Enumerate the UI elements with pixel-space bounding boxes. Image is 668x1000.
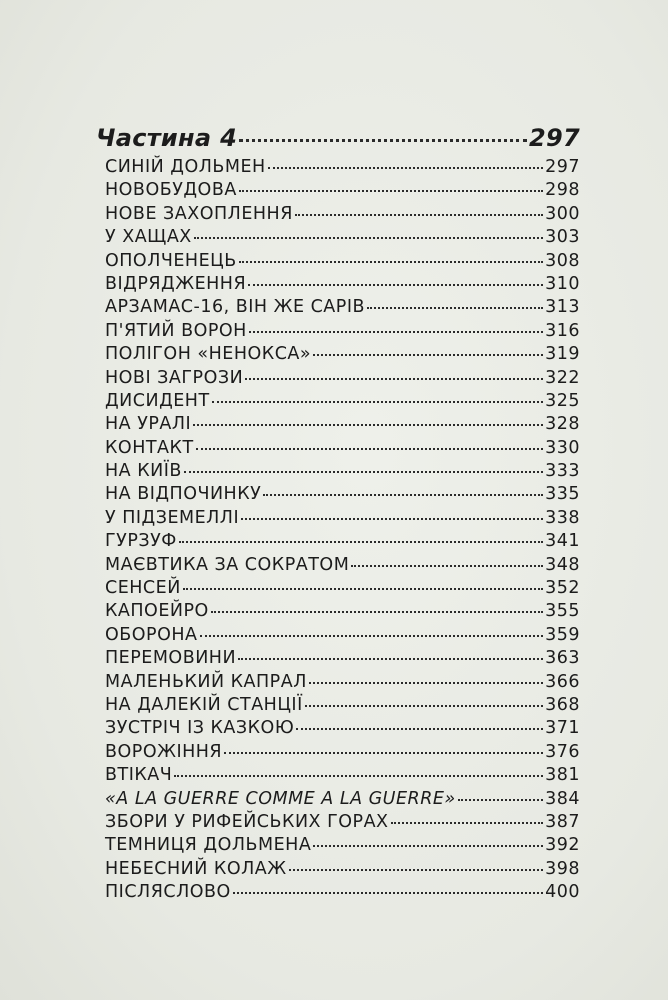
toc-entry-page-number: 310 bbox=[545, 273, 580, 294]
toc-entry-page-number: 400 bbox=[545, 882, 580, 903]
toc-entry-title: МАЄВТИКА ЗА СОКРАТОМ bbox=[105, 554, 350, 575]
toc-entry-title: НА ВІДПОЧИНКУ bbox=[105, 484, 262, 505]
toc-entry bbox=[96, 859, 580, 882]
toc-entry-title: ПОЛІГОН «НЕНОКСА» bbox=[105, 344, 312, 365]
dot-leader bbox=[183, 588, 543, 590]
toc-entry bbox=[96, 625, 580, 648]
toc-entry bbox=[96, 204, 580, 227]
toc-entry bbox=[96, 531, 580, 554]
toc-entry-title: ОБОРОНА bbox=[105, 624, 198, 645]
toc-entry bbox=[96, 508, 580, 531]
dot-leader bbox=[245, 378, 543, 380]
toc-entry-title: НА ДАЛЕКІЙ СТАНЦІЇ bbox=[105, 694, 303, 715]
toc-entry-page-number: 359 bbox=[545, 624, 580, 645]
dot-leader bbox=[239, 139, 527, 142]
toc-entry-page-number: 325 bbox=[545, 390, 580, 411]
dot-leader bbox=[305, 705, 543, 707]
toc-entry-title: НА КИЇВ bbox=[105, 461, 182, 482]
toc-entry-page-number: 371 bbox=[545, 718, 580, 739]
dot-leader bbox=[295, 214, 543, 216]
dot-leader bbox=[224, 752, 543, 754]
toc-entry-title: ЗУСТРІЧ ІЗ КАЗКОЮ bbox=[105, 718, 295, 739]
toc-entry bbox=[96, 438, 580, 461]
toc-entry-page-number: 387 bbox=[545, 811, 580, 832]
toc-entry-title: ТЕМНИЦЯ ДОЛЬМЕНА bbox=[105, 835, 312, 856]
toc-entry bbox=[96, 180, 580, 203]
toc-entry bbox=[96, 484, 580, 507]
dot-leader bbox=[391, 822, 544, 824]
toc-entry bbox=[96, 789, 580, 812]
toc-entry-title: СЕНСЕЙ bbox=[105, 578, 181, 599]
toc-entry-page-number: 368 bbox=[545, 694, 580, 715]
toc-entry bbox=[96, 882, 580, 905]
toc-entry-page-number: 335 bbox=[545, 484, 580, 505]
dot-leader bbox=[249, 331, 543, 333]
toc-entry-title: МАЛЕНЬКИЙ КАПРАЛ bbox=[105, 671, 307, 692]
toc-entry-page-number: 363 bbox=[545, 648, 580, 669]
dot-leader bbox=[196, 448, 543, 450]
toc-entry-title: АРЗАМАС-16, ВІН ЖЕ САРІВ bbox=[105, 297, 365, 318]
table-of-contents bbox=[96, 124, 580, 906]
toc-entry-title: У ХАЩАХ bbox=[105, 227, 192, 248]
toc-entry bbox=[96, 157, 580, 180]
toc-entry-title: НА УРАЛІ bbox=[105, 414, 192, 435]
toc-entry bbox=[96, 368, 580, 391]
toc-entry-page-number: 313 bbox=[545, 297, 580, 318]
dot-leader bbox=[367, 307, 543, 309]
toc-entry-page-number: 297 bbox=[545, 157, 580, 177]
toc-entry-page-number: 298 bbox=[545, 180, 580, 201]
dot-leader bbox=[263, 494, 543, 496]
toc-entry bbox=[96, 742, 580, 765]
toc-entry bbox=[96, 648, 580, 671]
toc-entry bbox=[96, 695, 580, 718]
toc-entry bbox=[96, 672, 580, 695]
toc-entry-title: ГУРЗУФ bbox=[105, 531, 177, 552]
toc-entry bbox=[96, 227, 580, 250]
toc-entry-list bbox=[96, 157, 580, 906]
dot-leader bbox=[296, 728, 543, 730]
toc-entry bbox=[96, 297, 580, 320]
dot-leader bbox=[179, 541, 543, 543]
toc-entry-title: ПЕРЕМОВИНИ bbox=[105, 648, 237, 669]
toc-entry-title: ДИСИДЕНТ bbox=[105, 390, 210, 411]
toc-entry bbox=[96, 718, 580, 741]
toc-entry-title: КОНТАКТ bbox=[105, 437, 194, 458]
dot-leader bbox=[313, 354, 543, 356]
dot-leader bbox=[184, 471, 543, 473]
toc-entry-title: ОПОЛЧЕНЕЦЬ bbox=[105, 250, 237, 271]
toc-entry-title: ВОРОЖІННЯ bbox=[105, 741, 223, 762]
toc-entry bbox=[96, 414, 580, 437]
toc-entry-title: ЗБОРИ У РИФЕЙСЬКИХ ГОРАХ bbox=[105, 811, 389, 832]
dot-leader bbox=[351, 565, 543, 567]
section-page-number: 297 bbox=[529, 124, 580, 152]
dot-leader bbox=[212, 401, 543, 403]
toc-entry bbox=[96, 344, 580, 367]
toc-entry-title: НОВІ ЗАГРОЗИ bbox=[105, 367, 244, 388]
dot-leader bbox=[200, 635, 544, 637]
toc-entry-title: СИНІЙ ДОЛЬМЕН bbox=[105, 157, 266, 177]
toc-entry-title: У ПІДЗЕМЕЛЛІ bbox=[105, 507, 240, 528]
dot-leader bbox=[309, 682, 543, 684]
dot-leader bbox=[458, 799, 543, 801]
section-heading bbox=[96, 124, 580, 157]
toc-entry bbox=[96, 835, 580, 858]
dot-leader bbox=[211, 611, 543, 613]
toc-entry-page-number: 381 bbox=[545, 765, 580, 786]
toc-entry-title: ВТІКАЧ bbox=[105, 765, 173, 786]
dot-leader bbox=[313, 845, 543, 847]
toc-entry-page-number: 366 bbox=[545, 671, 580, 692]
toc-entry-page-number: 355 bbox=[545, 601, 580, 622]
toc-entry-page-number: 300 bbox=[545, 203, 580, 224]
toc-entry-page-number: 322 bbox=[545, 367, 580, 388]
toc-entry-title: ПІСЛЯСЛОВО bbox=[105, 882, 231, 903]
toc-entry-page-number: 319 bbox=[545, 344, 580, 365]
toc-entry-page-number: 316 bbox=[545, 320, 580, 341]
toc-entry bbox=[96, 321, 580, 344]
toc-entry bbox=[96, 251, 580, 274]
toc-entry-title: ВІДРЯДЖЕННЯ bbox=[105, 273, 247, 294]
toc-entry-page-number: 352 bbox=[545, 578, 580, 599]
toc-entry bbox=[96, 391, 580, 414]
toc-entry-page-number: 341 bbox=[545, 531, 580, 552]
dot-leader bbox=[238, 658, 543, 660]
dot-leader bbox=[239, 190, 543, 192]
toc-entry bbox=[96, 461, 580, 484]
toc-entry-title: «A LA GUERRE COMME A LA GUERRE» bbox=[105, 788, 456, 809]
toc-entry bbox=[96, 812, 580, 835]
dot-leader bbox=[248, 284, 543, 286]
toc-entry-title: НОВОБУДОВА bbox=[105, 180, 237, 201]
dot-leader bbox=[241, 518, 543, 520]
toc-entry-page-number: 392 bbox=[545, 835, 580, 856]
toc-entry-page-number: 303 bbox=[545, 227, 580, 248]
toc-entry bbox=[96, 765, 580, 788]
toc-entry bbox=[96, 274, 580, 297]
toc-entry-page-number: 330 bbox=[545, 437, 580, 458]
dot-leader bbox=[174, 775, 543, 777]
toc-entry-page-number: 338 bbox=[545, 507, 580, 528]
toc-entry-page-number: 308 bbox=[545, 250, 580, 271]
toc-entry-page-number: 376 bbox=[545, 741, 580, 762]
toc-entry-title: КАПОЕЙРО bbox=[105, 601, 209, 622]
dot-leader bbox=[239, 261, 543, 263]
toc-entry bbox=[96, 555, 580, 578]
toc-entry-title: НОВЕ ЗАХОПЛЕННЯ bbox=[105, 203, 293, 224]
toc-entry-title: П'ЯТИЙ ВОРОН bbox=[105, 320, 247, 341]
toc-entry-page-number: 384 bbox=[545, 788, 580, 809]
toc-entry-title: НЕБЕСНИЙ КОЛАЖ bbox=[105, 858, 287, 879]
toc-entry bbox=[96, 601, 580, 624]
toc-entry-page-number: 333 bbox=[545, 461, 580, 482]
dot-leader bbox=[193, 424, 543, 426]
dot-leader bbox=[233, 892, 543, 894]
dot-leader bbox=[194, 237, 543, 239]
toc-entry-page-number: 348 bbox=[545, 554, 580, 575]
section-title: Частина 4 bbox=[96, 124, 238, 152]
dot-leader bbox=[289, 869, 544, 871]
toc-entry bbox=[96, 578, 580, 601]
toc-entry-page-number: 398 bbox=[545, 858, 580, 879]
toc-entry-page-number: 328 bbox=[545, 414, 580, 435]
dot-leader bbox=[268, 167, 543, 169]
